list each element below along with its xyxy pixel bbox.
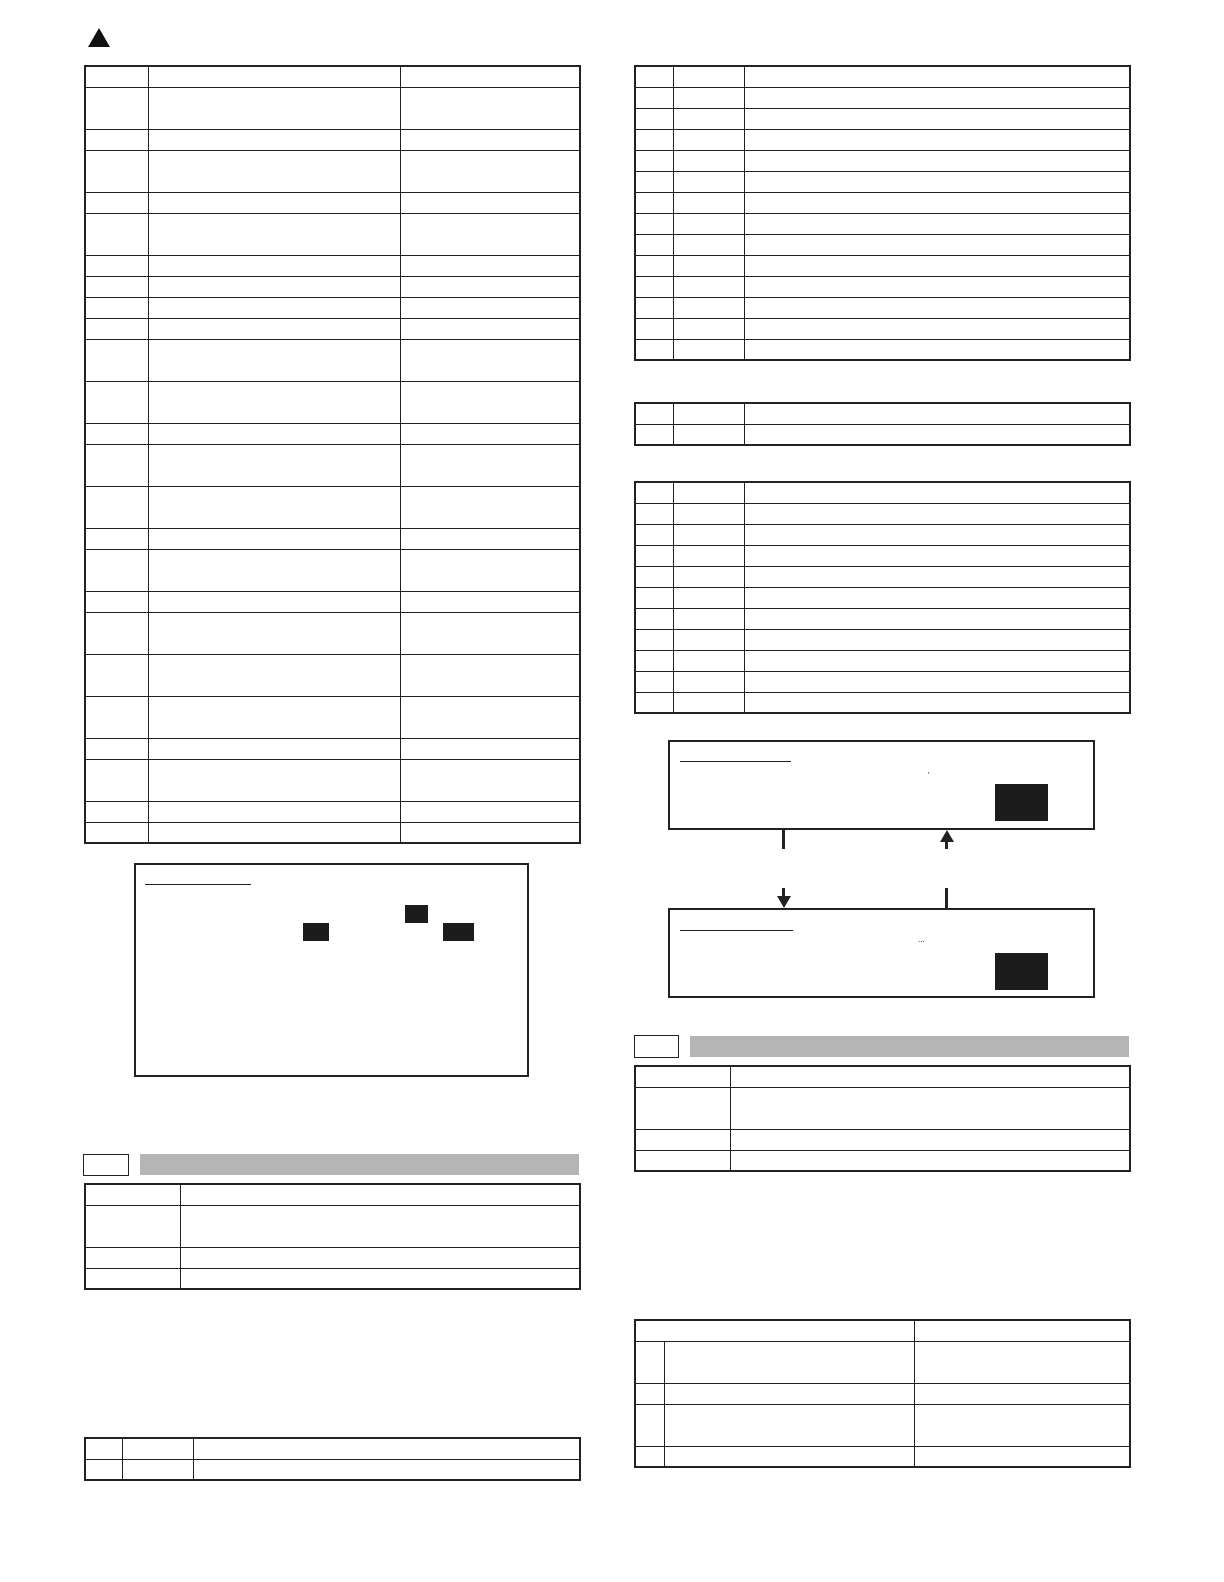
table-row [635, 692, 1130, 713]
table-row [635, 1320, 1130, 1341]
table-row [85, 129, 580, 150]
connector-line [782, 830, 785, 849]
table-row [635, 1150, 1130, 1171]
highlight-block [405, 905, 428, 923]
table-row [85, 444, 580, 486]
table-row [635, 171, 1130, 192]
left-display-panel [134, 863, 529, 1077]
table-row [85, 1438, 580, 1459]
right-info-table [634, 1065, 1131, 1172]
table-row [85, 318, 580, 339]
table-row [85, 1268, 580, 1289]
connector-line [945, 842, 948, 849]
table-row [635, 192, 1130, 213]
table-row [635, 650, 1130, 671]
table-row [635, 213, 1130, 234]
table-row [635, 671, 1130, 692]
table-row [635, 629, 1130, 650]
table-row [635, 403, 1130, 424]
table-row [85, 66, 580, 87]
table-row [635, 66, 1130, 87]
table-row [85, 759, 580, 801]
table-row [85, 549, 580, 591]
table-row [635, 1383, 1130, 1404]
table-row [635, 608, 1130, 629]
table-row [635, 255, 1130, 276]
right-bottom-table [634, 1319, 1131, 1468]
table-row [635, 424, 1130, 445]
table-row [85, 150, 580, 192]
table-row [85, 255, 580, 276]
table-row [635, 276, 1130, 297]
right-top-table [634, 65, 1131, 361]
table-row [635, 1066, 1130, 1087]
table-row [85, 297, 580, 318]
table-row [85, 1205, 580, 1247]
table-row [85, 381, 580, 423]
panel-title-underline [680, 761, 791, 762]
right-code-box [634, 1035, 679, 1058]
table-row [85, 612, 580, 654]
table-row [635, 503, 1130, 524]
right-display-panel-bottom [668, 908, 1095, 998]
table-row [85, 276, 580, 297]
table-row [635, 129, 1130, 150]
left-code-box [83, 1154, 129, 1176]
highlight-block [995, 784, 1048, 821]
arrow-up-icon [940, 830, 954, 842]
table-row [635, 297, 1130, 318]
right-middle-table [634, 481, 1131, 714]
table-row [635, 545, 1130, 566]
panel-mark: ... [918, 935, 925, 944]
table-row [635, 1129, 1130, 1150]
table-row [85, 654, 580, 696]
highlight-block [443, 923, 474, 941]
table-row [85, 801, 580, 822]
table-row [635, 524, 1130, 545]
panel-title-underline [680, 930, 793, 931]
panel-title-underline [145, 884, 251, 885]
table-row [85, 696, 580, 738]
table-row [85, 591, 580, 612]
table-row [635, 587, 1130, 608]
connector-line [945, 888, 948, 908]
table-row [635, 566, 1130, 587]
table-row [85, 339, 580, 381]
panel-mark: ' [928, 771, 930, 780]
table-row [635, 318, 1130, 339]
table-row [635, 1087, 1130, 1129]
left-info-table [84, 1183, 581, 1290]
table-row [85, 1184, 580, 1205]
table-row [635, 150, 1130, 171]
table-row [85, 192, 580, 213]
right-section-bar [690, 1036, 1129, 1057]
table-row [635, 1341, 1130, 1383]
table-row [635, 1404, 1130, 1446]
table-row [635, 234, 1130, 255]
table-row [85, 87, 580, 129]
table-row [635, 87, 1130, 108]
table-row [635, 482, 1130, 503]
table-row [85, 528, 580, 549]
table-row [85, 423, 580, 444]
table-row [85, 1459, 580, 1480]
table-row [85, 486, 580, 528]
warning-triangle-icon [88, 28, 110, 47]
table-row [635, 108, 1130, 129]
highlight-block [303, 923, 329, 941]
right-display-panel-top [668, 740, 1095, 830]
left-main-table [84, 65, 581, 844]
table-row [85, 738, 580, 759]
left-bottom-table [84, 1437, 581, 1481]
highlight-block [995, 953, 1048, 990]
table-row [85, 822, 580, 843]
right-small-table [634, 402, 1131, 446]
table-row [85, 213, 580, 255]
arrow-down-icon [777, 896, 791, 908]
table-row [635, 339, 1130, 360]
left-section-bar [140, 1154, 579, 1175]
table-row [635, 1446, 1130, 1467]
table-row [85, 1247, 580, 1268]
